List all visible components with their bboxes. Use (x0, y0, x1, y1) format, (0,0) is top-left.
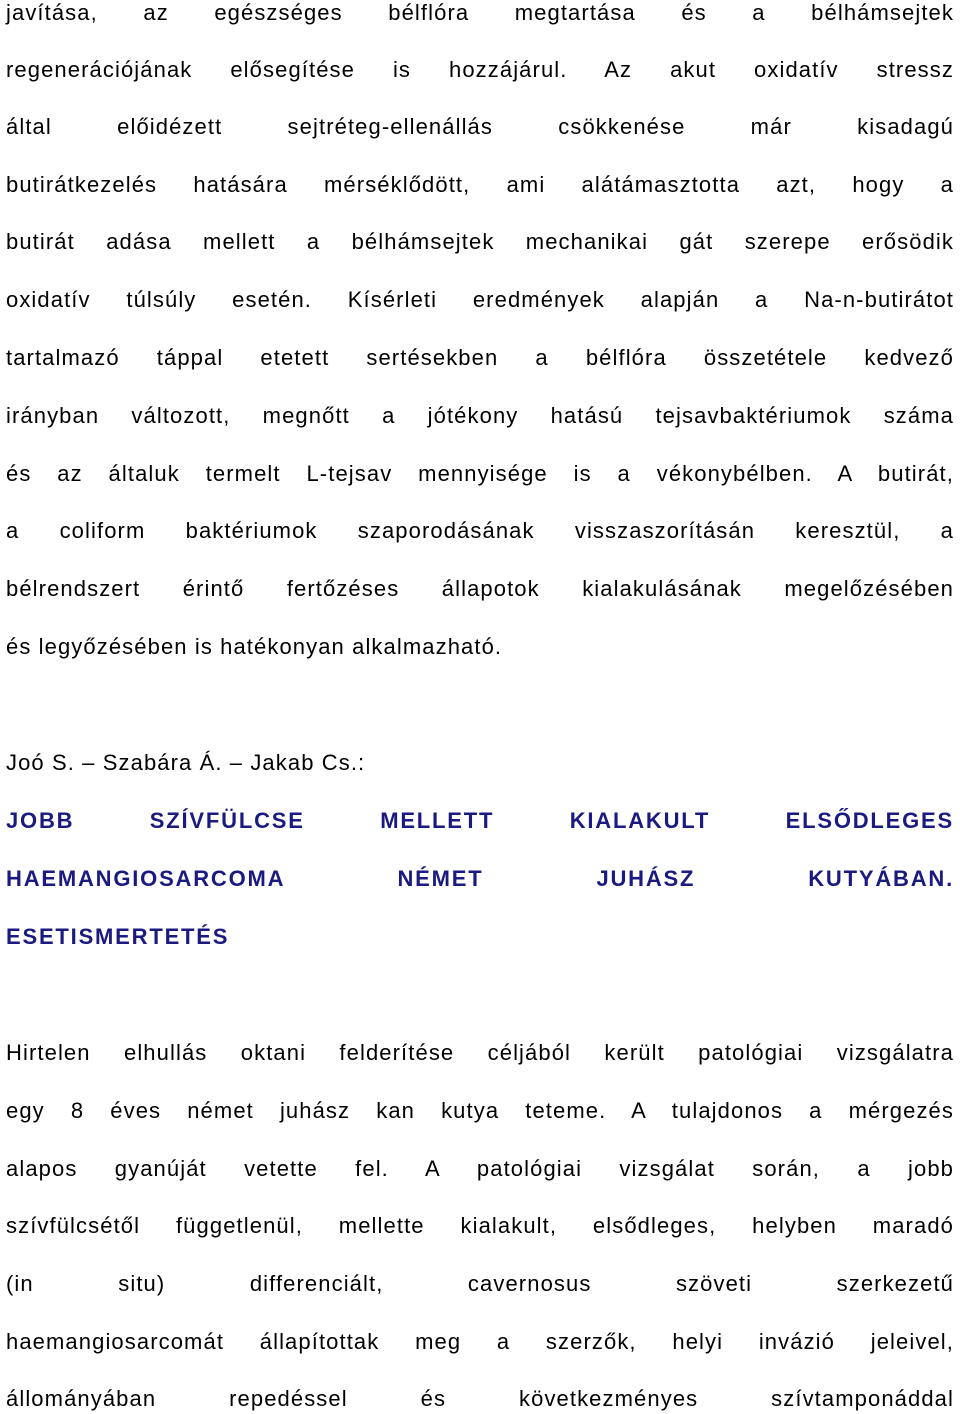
paragraph-line: javítása, az egészséges bélflóra megtartása és a bélhámsejtek (6, 0, 954, 25)
paragraph-line: tartalmazó táppal etetett sertésekben a bélflóra összetétele kedvező (6, 345, 954, 370)
abstract-line: haemangiosarcomát állapítottak meg a szerzők, helyi invázió jeleivel, (6, 1329, 954, 1354)
paragraph-line: bélrendszert érintő fertőzéses állapotok kialakulásának megelőzésében (6, 576, 954, 601)
abstract-line: egy 8 éves német juhász kan kutya teteme. A tulajdonos a mérgezés (6, 1098, 954, 1123)
article-title-line: ESETISMERTETÉS (6, 924, 230, 949)
paragraph-line: butirátkezelés hatására mérséklődött, ami alátámasztotta azt, hogy a (6, 172, 954, 197)
paragraph-line: és legyőzésében is hatékonyan alkalmazható. (6, 634, 503, 659)
paragraph-line: irányban változott, megnőtt a jótékony hatású tejsavbaktériumok száma (6, 403, 954, 428)
article-title-line: JOBB SZÍVFÜLCSE MELLETT KIALAKULT ELSŐDLEGES (6, 808, 954, 833)
paragraph-line: butirát adása mellett a bélhámsejtek mechanikai gát szerepe erősödik (6, 229, 954, 254)
paragraph-line: oxidatív túlsúly esetén. Kísérleti eredmények alapján a Na-n-butirátot (6, 287, 954, 312)
article-title-line: HAEMANGIOSARCOMA NÉMET JUHÁSZ KUTYÁBAN. (6, 866, 954, 891)
abstract-line: szívfülcsétől függetlenül, mellette kialakult, elsődleges, helyben maradó (6, 1213, 954, 1238)
paragraph-line: regenerációjának elősegítése is hozzájárul. Az akut oxidatív stressz (6, 57, 954, 82)
paragraph-line: és az általuk termelt L-tejsav mennyisége is a vékonybélben. A butirát, (6, 461, 954, 486)
paragraph-line: a coliform baktériumok szaporodásának visszaszorításán keresztül, a (6, 518, 954, 543)
article-authors: Joó S. – Szabára Á. – Jakab Cs.: (6, 750, 366, 775)
paragraph-line: által előidézett sejtréteg-ellenállás csökkenése már kisadagú (6, 114, 954, 139)
abstract-line: alapos gyanúját vetette fel. A patológiai vizsgálat során, a jobb (6, 1156, 954, 1181)
abstract-line: (in situ) differenciált, cavernosus szöveti szerkezetű (6, 1271, 954, 1296)
abstract-line: állományában repedéssel és következményes szívtamponáddal (6, 1386, 954, 1411)
abstract-line: Hirtelen elhullás oktani felderítése céljából került patológiai vizsgálatra (6, 1040, 954, 1065)
